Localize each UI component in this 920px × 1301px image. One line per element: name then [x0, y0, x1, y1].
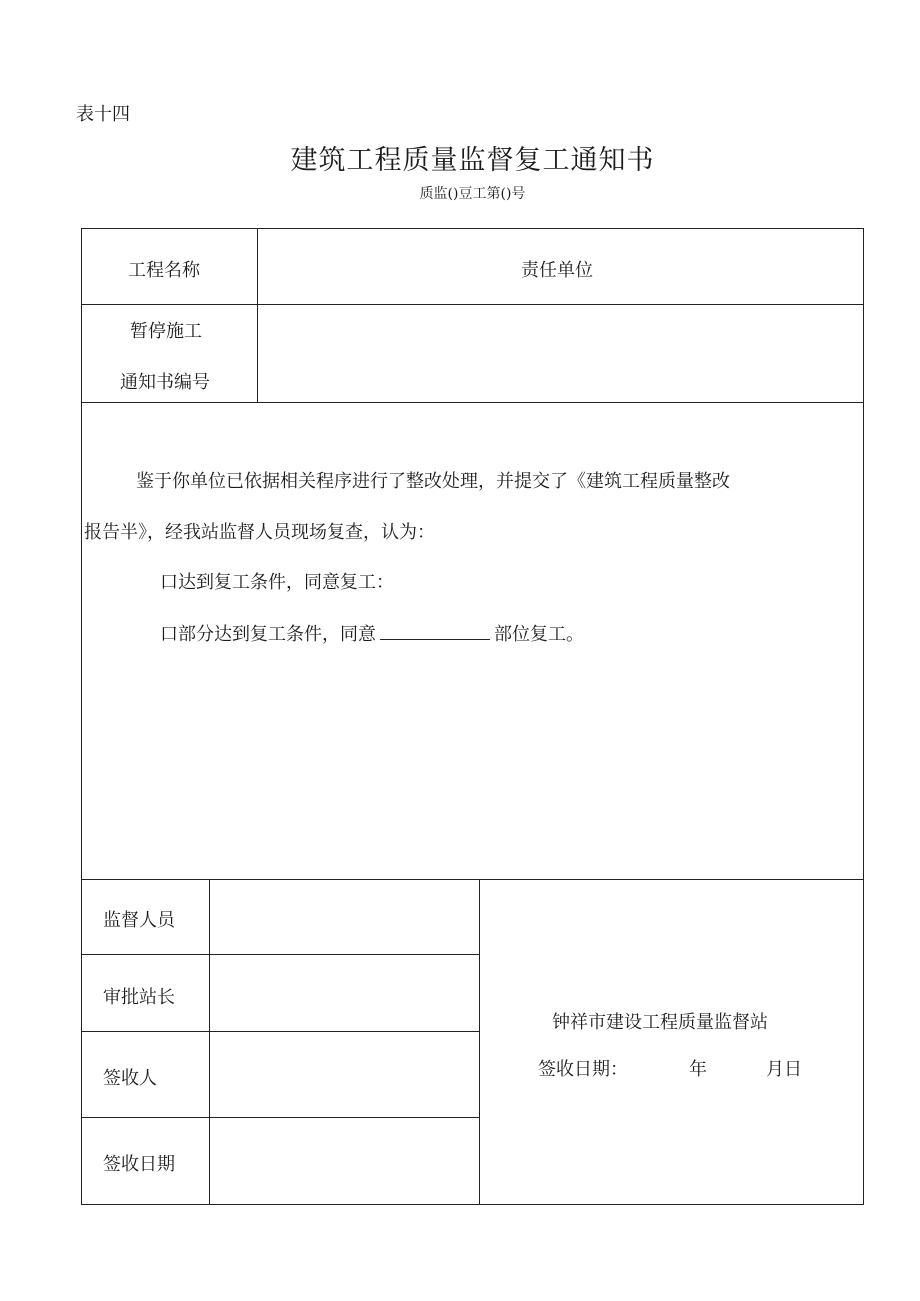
- receive-date-line-label: 签收日期：: [538, 1059, 628, 1080]
- row-divider: [81, 954, 479, 955]
- receive-date-label: 签收日期: [103, 1154, 175, 1175]
- suspension-notice-label: 通知书编号: [120, 372, 210, 393]
- row-divider: [81, 304, 864, 305]
- station-name: 钟祥市建设工程质量监督站: [552, 1012, 768, 1033]
- year-label: 年: [689, 1059, 707, 1080]
- option-full-resume: 口达到复工条件，同意复工：: [160, 572, 394, 593]
- responsible-unit-label: 责任单位: [521, 260, 593, 281]
- partial-resume-blank: [380, 623, 490, 640]
- row-divider: [81, 1117, 479, 1118]
- document-title: 建筑工程质量监督复工通知书: [290, 145, 655, 176]
- project-name-label: 工程名称: [128, 260, 200, 281]
- row-divider: [81, 1031, 479, 1032]
- option-partial-resume: [160, 620, 584, 646]
- column-divider: [209, 879, 210, 1205]
- row-divider: [81, 879, 864, 880]
- supervisor-label: 监督人员: [103, 910, 175, 931]
- column-divider: [479, 879, 480, 1205]
- notice-paragraph: 报告半》，经我站监督人员现场复查，认为：: [84, 522, 435, 543]
- column-divider: [257, 228, 258, 403]
- form-label: 表十四: [76, 104, 130, 125]
- suspension-notice-label: 暂停施工: [130, 321, 202, 342]
- option-partial-suffix: 部位复工。: [494, 624, 584, 645]
- month-day-label: 月日: [766, 1059, 802, 1080]
- approver-label: 审批站长: [103, 987, 175, 1008]
- notice-paragraph: 鉴于你单位已依据相关程序进行了整改处理，并提交了《建筑工程质量整改: [136, 471, 730, 492]
- receiver-label: 签收人: [103, 1068, 157, 1089]
- row-divider: [81, 402, 864, 403]
- option-partial-prefix: 口部分达到复工条件，同意: [160, 624, 376, 645]
- document-number-line: 质监()豆工第()号: [419, 186, 526, 202]
